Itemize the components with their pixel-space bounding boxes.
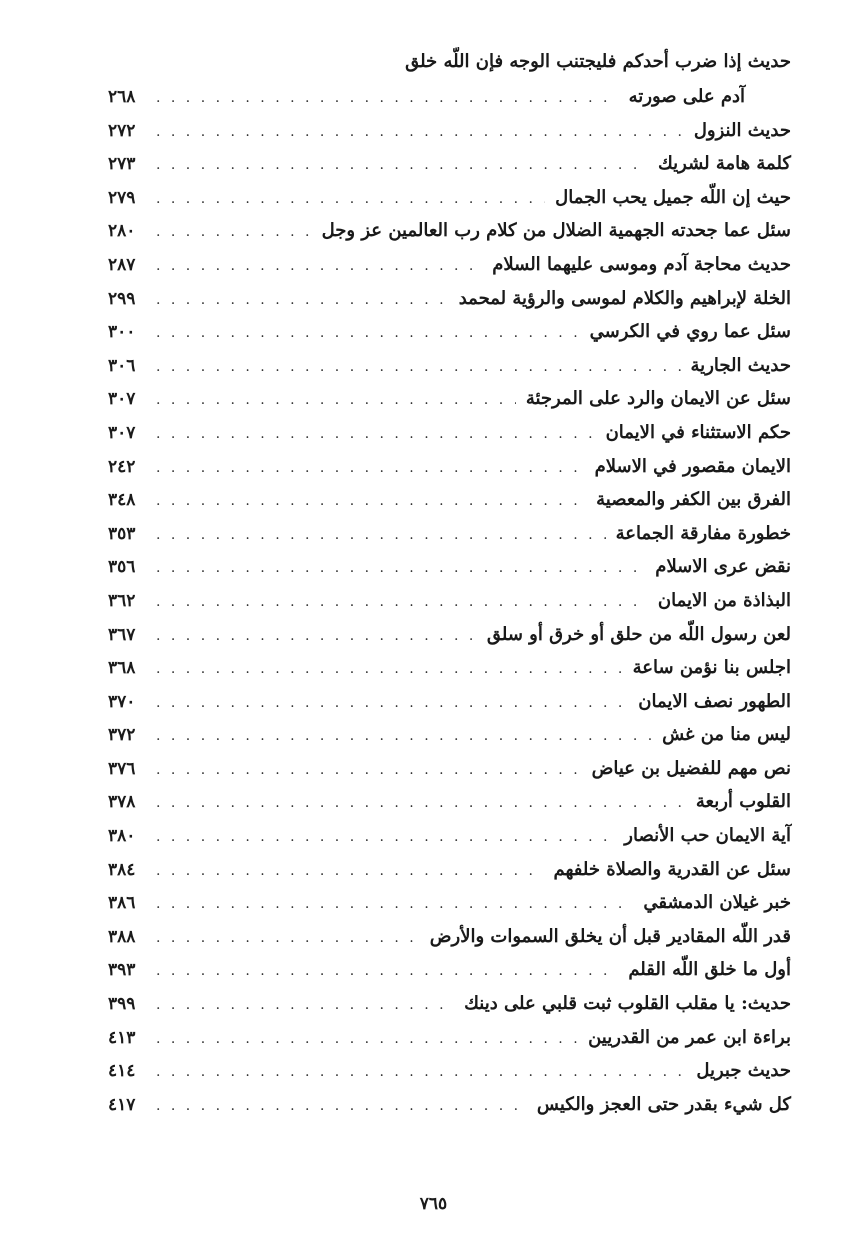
toc-entry-page-number: ٣٤٨ [108, 490, 136, 511]
dot-leader [156, 519, 606, 553]
toc-entry [108, 1021, 791, 1055]
toc-entry-page-number: ٣٧٦ [108, 758, 136, 779]
toc-entry-page-number: ٣٠٦ [108, 355, 136, 376]
toc-entry-page-number: ٣٨٦ [108, 893, 136, 914]
toc-entry [108, 752, 791, 786]
dot-leader [156, 317, 580, 351]
dot-leader [156, 922, 420, 956]
toc-entry-page-number: ٢٤٢ [108, 456, 136, 477]
toc-entry-page-number: ٢٨٠ [108, 221, 136, 242]
toc-entry-title: خبر غيلان الدمشقي [643, 892, 791, 914]
toc-entry-page-number: ٣٧٠ [108, 691, 136, 712]
toc-entry [108, 1088, 791, 1122]
toc-entry [108, 819, 791, 853]
toc-entry [108, 181, 791, 215]
dot-leader [156, 888, 633, 922]
dot-leader [156, 586, 648, 620]
toc-entry [108, 685, 791, 719]
toc-entry [108, 349, 791, 383]
toc-entry [108, 718, 791, 752]
page-number-footer: ٧٦٥ [419, 1194, 448, 1214]
toc-entry-title: آية الايمان حب الأنصار [624, 825, 791, 847]
continued-heading-line: حديث إذا ضرب أحدكم فليجتنب الوجه فإن اللّه خلق [405, 51, 791, 72]
toc-entry [108, 315, 791, 349]
toc-entry-title: حديث محاجة آدم وموسى عليهما السلام [492, 253, 791, 275]
toc-entry-title: حكم الاستثناء في الايمان [605, 421, 791, 443]
toc-entry-title: آدم على صورته [628, 86, 745, 107]
toc-entry-page-number: ٤١٤ [108, 1061, 136, 1082]
dot-leader [156, 418, 596, 452]
toc-entry-page-number: ٤١٣ [108, 1027, 136, 1048]
dot-leader [156, 250, 482, 284]
dot-leader [156, 183, 545, 217]
toc-entry [108, 920, 791, 954]
toc-entry-page-number: ٣٠٠ [108, 322, 136, 343]
toc-entry [108, 147, 791, 181]
toc-entry [108, 785, 791, 819]
dot-leader [156, 821, 614, 855]
toc-entry-page-number: ٣٨٨ [108, 926, 136, 947]
toc-entry-title: حديث: يا مقلب القلوب ثبت قلبي على دينك [464, 993, 791, 1015]
toc-entry-page-number: ٣٨٠ [108, 826, 136, 847]
dot-leader [156, 1056, 686, 1090]
dot-leader [156, 787, 686, 821]
toc-entry-title: سئل عما جحدته الجهمية الضلال من كلام رب العالمين عز وجل [321, 220, 791, 242]
dot-leader [156, 754, 582, 788]
dot-leader [156, 855, 544, 889]
toc-entry [108, 987, 791, 1021]
dot-leader [156, 552, 645, 586]
toc-entry [108, 517, 791, 551]
toc-entry [108, 416, 791, 450]
toc-entry-page-number: ٣٦٨ [108, 658, 136, 679]
toc-entry-title: كلمة هامة لشريك [657, 153, 791, 175]
toc-entry [108, 651, 791, 685]
toc-entry-page-number: ٣٩٣ [108, 960, 136, 981]
toc-entry-title: براءة ابن عمر من القدريين [588, 1026, 791, 1048]
dot-leader [156, 216, 312, 250]
dot-leader [156, 149, 648, 183]
dot-leader [156, 620, 477, 654]
toc-entry [108, 214, 791, 248]
toc-entry-title: حيث إن اللّه جميل يحب الجمال [555, 186, 791, 208]
toc-entry-page-number: ٣٠٧ [108, 422, 136, 443]
toc-entry-page-number: ٣٩٩ [108, 994, 136, 1015]
dot-leader [156, 284, 449, 318]
toc-entry-title: خطورة مفارقة الجماعة [615, 522, 791, 544]
dot-leader [156, 351, 681, 385]
toc-entry-title: سئل عن الايمان والرد على المرجئة [525, 388, 791, 410]
toc-entry-page-number: ٤١٧ [108, 1094, 136, 1115]
toc-entry [108, 248, 791, 282]
toc-entry [108, 550, 791, 584]
toc-entry-page-number: ٢٨٧ [108, 254, 136, 275]
toc-entry-page-number: ٣٧٨ [108, 792, 136, 813]
toc-entry [108, 382, 791, 416]
toc-entry-title: الايمان مقصور في الاسلام [594, 455, 791, 477]
dot-leader [156, 452, 585, 486]
toc-entry-page-number: ٣٥٣ [108, 523, 136, 544]
toc-entry-page-number: ٢٧٩ [108, 187, 136, 208]
toc-entry-title: الطهور نصف الايمان [638, 690, 791, 712]
dot-leader [156, 720, 652, 754]
toc-entry-title: البذاذة من الايمان [657, 589, 791, 611]
toc-entry-title: الفرق بين الكفر والمعصية [596, 489, 791, 511]
toc-entry-page-number: ٣٠٧ [108, 389, 136, 410]
dot-leader [156, 82, 619, 116]
dot-leader [156, 687, 628, 721]
dot-leader [156, 1090, 527, 1124]
toc-entry [108, 584, 791, 618]
toc-entry [108, 282, 791, 316]
toc-entry-page-number: ٣٦٧ [108, 624, 136, 645]
toc-entry-title: سئل عما روي في الكرسي [589, 321, 791, 343]
toc-entry [108, 853, 791, 887]
toc-entry-title: القلوب أربعة [695, 791, 791, 813]
dot-leader [156, 955, 618, 989]
toc-entry-title: حديث جبريل [696, 1060, 791, 1082]
toc-entry-title: نقض عرى الاسلام [655, 556, 791, 578]
toc-entry-page-number: ٣٧٢ [108, 725, 136, 746]
table-of-contents [108, 44, 791, 1121]
toc-entry [108, 953, 791, 987]
toc-entry-page-number: ٣٦٢ [108, 590, 136, 611]
dot-leader [156, 1023, 578, 1057]
toc-entry-title: حديث الجارية [690, 354, 791, 376]
dot-leader [156, 116, 684, 150]
toc-entry-title: نص مهم للفضيل بن عياض [591, 757, 791, 779]
toc-entry [108, 1054, 791, 1088]
toc-entry-title: اجلس بنا نؤمن ساعة [632, 657, 791, 679]
toc-entry-title: قدر اللّه المقادير قبل أن يخلق السموات والأرض [429, 925, 791, 947]
toc-entry-title: حديث النزول [693, 119, 791, 141]
toc-entry-page-number: ٣٨٤ [108, 859, 136, 880]
dot-leader [156, 653, 623, 687]
toc-entry-page-number: ٢٩٩ [108, 288, 136, 309]
toc-entry-page-number: ٢٦٨ [108, 87, 136, 107]
toc-entry-title: كل شيء بقدر حتى العجز والكيس [536, 1093, 791, 1115]
toc-entry-title: أول ما خلق اللّه القلم [628, 959, 791, 981]
toc-entry-page-number: ٢٧٣ [108, 154, 136, 175]
toc-entry [108, 886, 791, 920]
dot-leader [156, 384, 516, 418]
toc-rows [108, 80, 791, 1121]
toc-entry-page-number: ٣٥٦ [108, 557, 136, 578]
toc-entry [108, 618, 791, 652]
toc-entry [108, 114, 791, 148]
dot-leader [156, 485, 586, 519]
toc-entry [108, 450, 791, 484]
toc-entry [108, 80, 791, 114]
toc-entry-title: الخلة لإبراهيم والكلام لموسى والرؤية لمحمد [458, 287, 791, 309]
toc-entry [108, 483, 791, 517]
toc-entry-title: لعن رسول اللّه من حلق أو خرق أو سلق [486, 623, 791, 645]
toc-entry-title: سئل عن القدرية والصلاة خلفهم [553, 858, 791, 880]
toc-entry-title: ليس منا من غش [662, 724, 791, 746]
dot-leader [156, 989, 454, 1023]
toc-entry-page-number: ٢٧٢ [108, 120, 136, 141]
